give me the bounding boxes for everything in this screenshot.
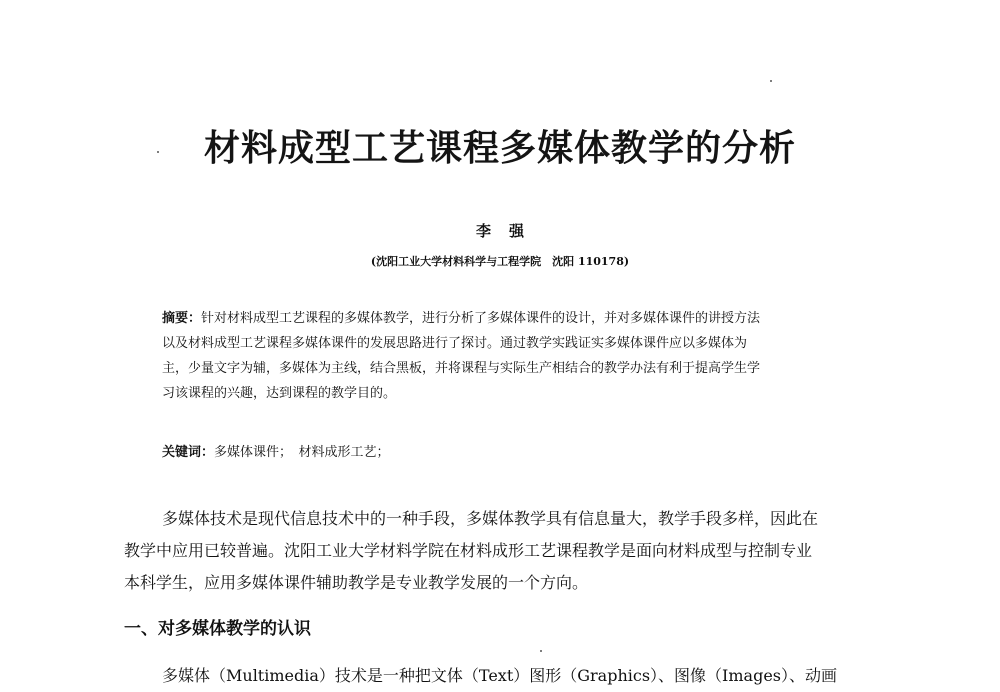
- abstract-label: 摘要：: [162, 311, 202, 326]
- keywords: [162, 442, 867, 464]
- abstract-text: 针对材料成型工艺课程的多媒体教学，进行分析了多媒体课件的设计，并对多媒体课件的讲授方法: [201, 311, 761, 326]
- scan-speck: [770, 80, 772, 82]
- intro-paragraph: [124, 503, 894, 599]
- abstract-line: 习该课程的兴趣，达到课程的教学目的。: [162, 386, 397, 401]
- section-paragraph-line: 多媒体（Multimedia）技术是一种把文体（Text）图形（Graphics）、图像（Images）、动画: [162, 666, 838, 685]
- keywords-text: 多媒体课件； 材料成形工艺；: [214, 445, 390, 460]
- abstract-line: 以及材料成型工艺课程多媒体课件的发展思路进行了探讨。通过教学实践证实多媒体课件应以多媒体为: [162, 336, 748, 351]
- section-heading: 一、对多媒体教学的认识: [124, 619, 311, 639]
- abstract: [162, 306, 867, 406]
- paragraph-line: 本科学生，应用多媒体课件辅助教学是专业教学发展的一个方向。: [124, 573, 589, 592]
- paper-title: 材料成型工艺课程多媒体教学的分析: [203, 127, 796, 169]
- abstract-line: 主，少量文字为辅，多媒体为主线，结合黑板，并将课程与实际生产相结合的教学办法有利于提高学生学: [162, 361, 761, 376]
- scan-speck: [540, 650, 542, 652]
- author-affiliation: (沈阳工业大学材料科学与工程学院 沈阳 110178): [370, 255, 630, 268]
- author-name: 李强: [475, 222, 542, 240]
- abstract-line: [162, 306, 867, 331]
- paragraph-line: 多媒体技术是现代信息技术中的一种手段，多媒体教学具有信息量大，教学手段多样，因此在: [162, 509, 819, 528]
- keywords-label: 关键词：: [162, 445, 215, 460]
- paragraph-line: 教学中应用已较普遍。沈阳工业大学材料学院在材料成形工艺课程教学是面向材料成型与控制专业: [124, 541, 813, 560]
